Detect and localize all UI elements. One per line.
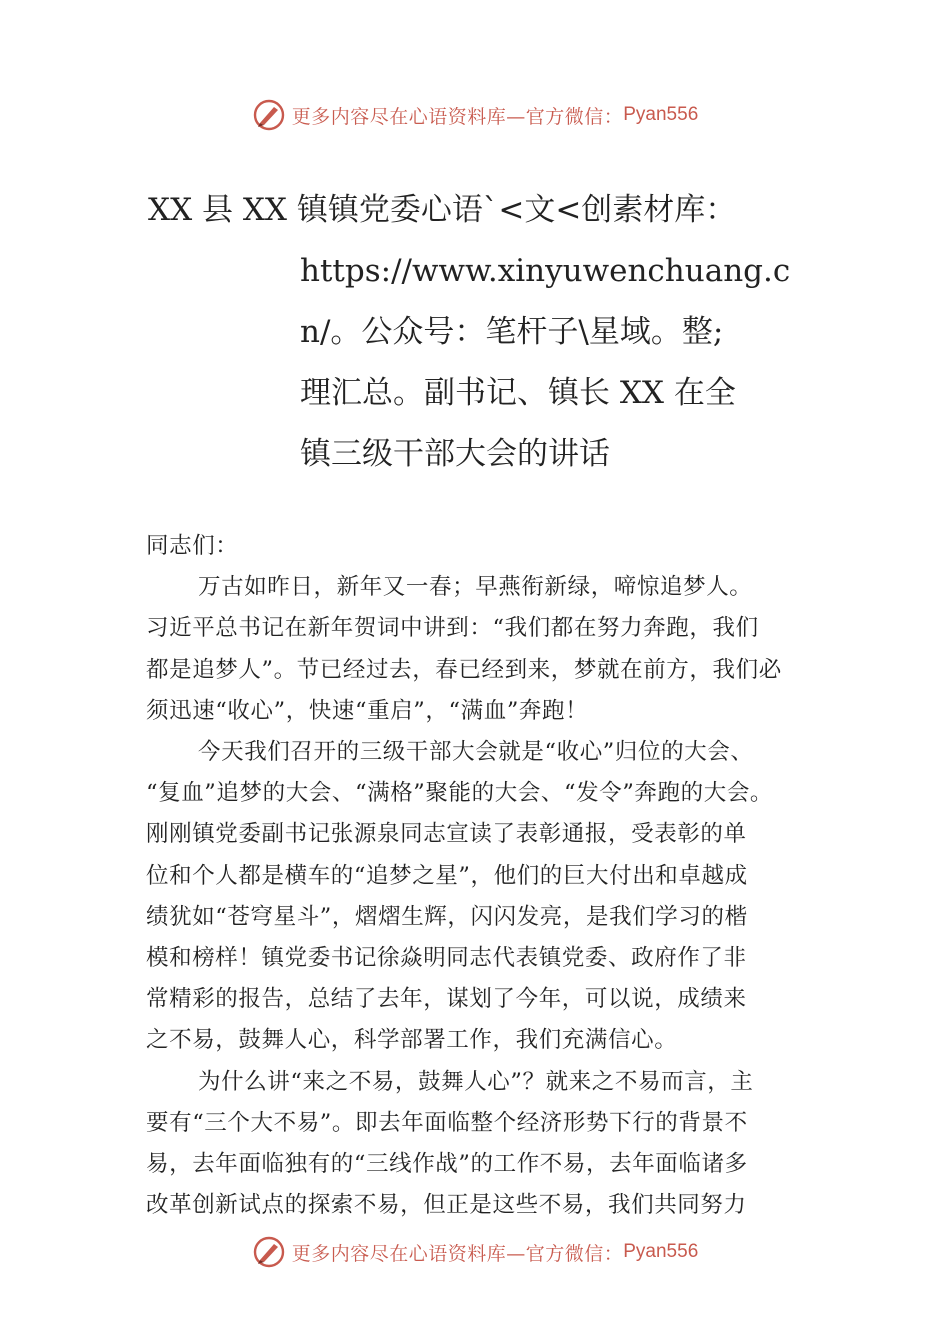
- title-line: n/。公众号：笔杆子\星域。整;: [300, 314, 724, 350]
- banner-text: 更多内容尽在心语资料库—官方微信：: [291, 1242, 624, 1265]
- pen-logo-icon: [252, 1235, 286, 1269]
- body-line: 模和榜样！镇党委书记徐焱明同志代表镇党委、政府作了非: [146, 945, 747, 972]
- header-banner: [0, 95, 950, 135]
- title-line: 镇三级干部大会的讲话: [300, 436, 610, 472]
- document-body: [146, 526, 814, 1226]
- body-line: “复血”追梦的大会、“满格”聚能的大会、“发令”奔跑的大会。: [146, 780, 774, 807]
- body-line: 常精彩的报告，总结了去年，谋划了今年，可以说，成绩来: [146, 986, 747, 1013]
- body-line: 之不易，鼓舞人心，科学部署工作，我们充满信心。: [146, 1027, 678, 1054]
- body-line: 为什么讲“来之不易，鼓舞人心”？就来之不易而言，主: [198, 1068, 754, 1095]
- title-line: XX 县 XX 镇镇党委心语`<文<创素材库：: [148, 192, 737, 228]
- document-title: [148, 180, 808, 485]
- body-line: 绩犹如“苍穹星斗”，熠熠生辉，闪闪发亮，是我们学习的楷: [146, 903, 748, 930]
- body-line: 习近平总书记在新年贺词中讲到：“我们都在努力奔跑，我们: [146, 615, 759, 642]
- body-line: 刚刚镇党委副书记张源泉同志宣读了表彰通报，受表彰的单: [146, 821, 747, 848]
- title-line: https://www.xinyuwenchuang.c: [300, 253, 791, 289]
- body-line: 今天我们召开的三级干部大会就是“收心”归位的大会、: [198, 739, 754, 766]
- body-line: 位和个人都是横车的“追梦之星”，他们的巨大付出和卓越成: [146, 862, 748, 889]
- body-line: 要有“三个大不易”。即去年面临整个经济形势下行的背景不: [146, 1109, 748, 1136]
- body-line: 万古如昨日，新年又一春；早燕衔新绿，啼惊追梦人。: [198, 574, 753, 601]
- banner-wechat-id: Pyan556: [623, 104, 699, 125]
- banner-wechat-id: Pyan556: [623, 1241, 699, 1262]
- body-line: 都是追梦人”。节已经过去，春已经到来，梦就在前方，我们必: [146, 656, 782, 683]
- body-line: 改革创新试点的探索不易，但正是这些不易，我们共同努力: [146, 1192, 747, 1219]
- banner-text: 更多内容尽在心语资料库—官方微信：: [291, 105, 624, 128]
- pen-logo-icon: [252, 98, 286, 132]
- salutation: 同志们：: [146, 533, 239, 559]
- title-line: 理汇总。副书记、镇长 XX 在全: [300, 375, 736, 411]
- footer-banner: [0, 1232, 950, 1272]
- body-line: 易，去年面临独有的“三线作战”的工作不易，去年面临诸多: [146, 1151, 748, 1178]
- body-line: 须迅速“收心”，快速“重启”，“满血”奔跑！: [146, 697, 589, 724]
